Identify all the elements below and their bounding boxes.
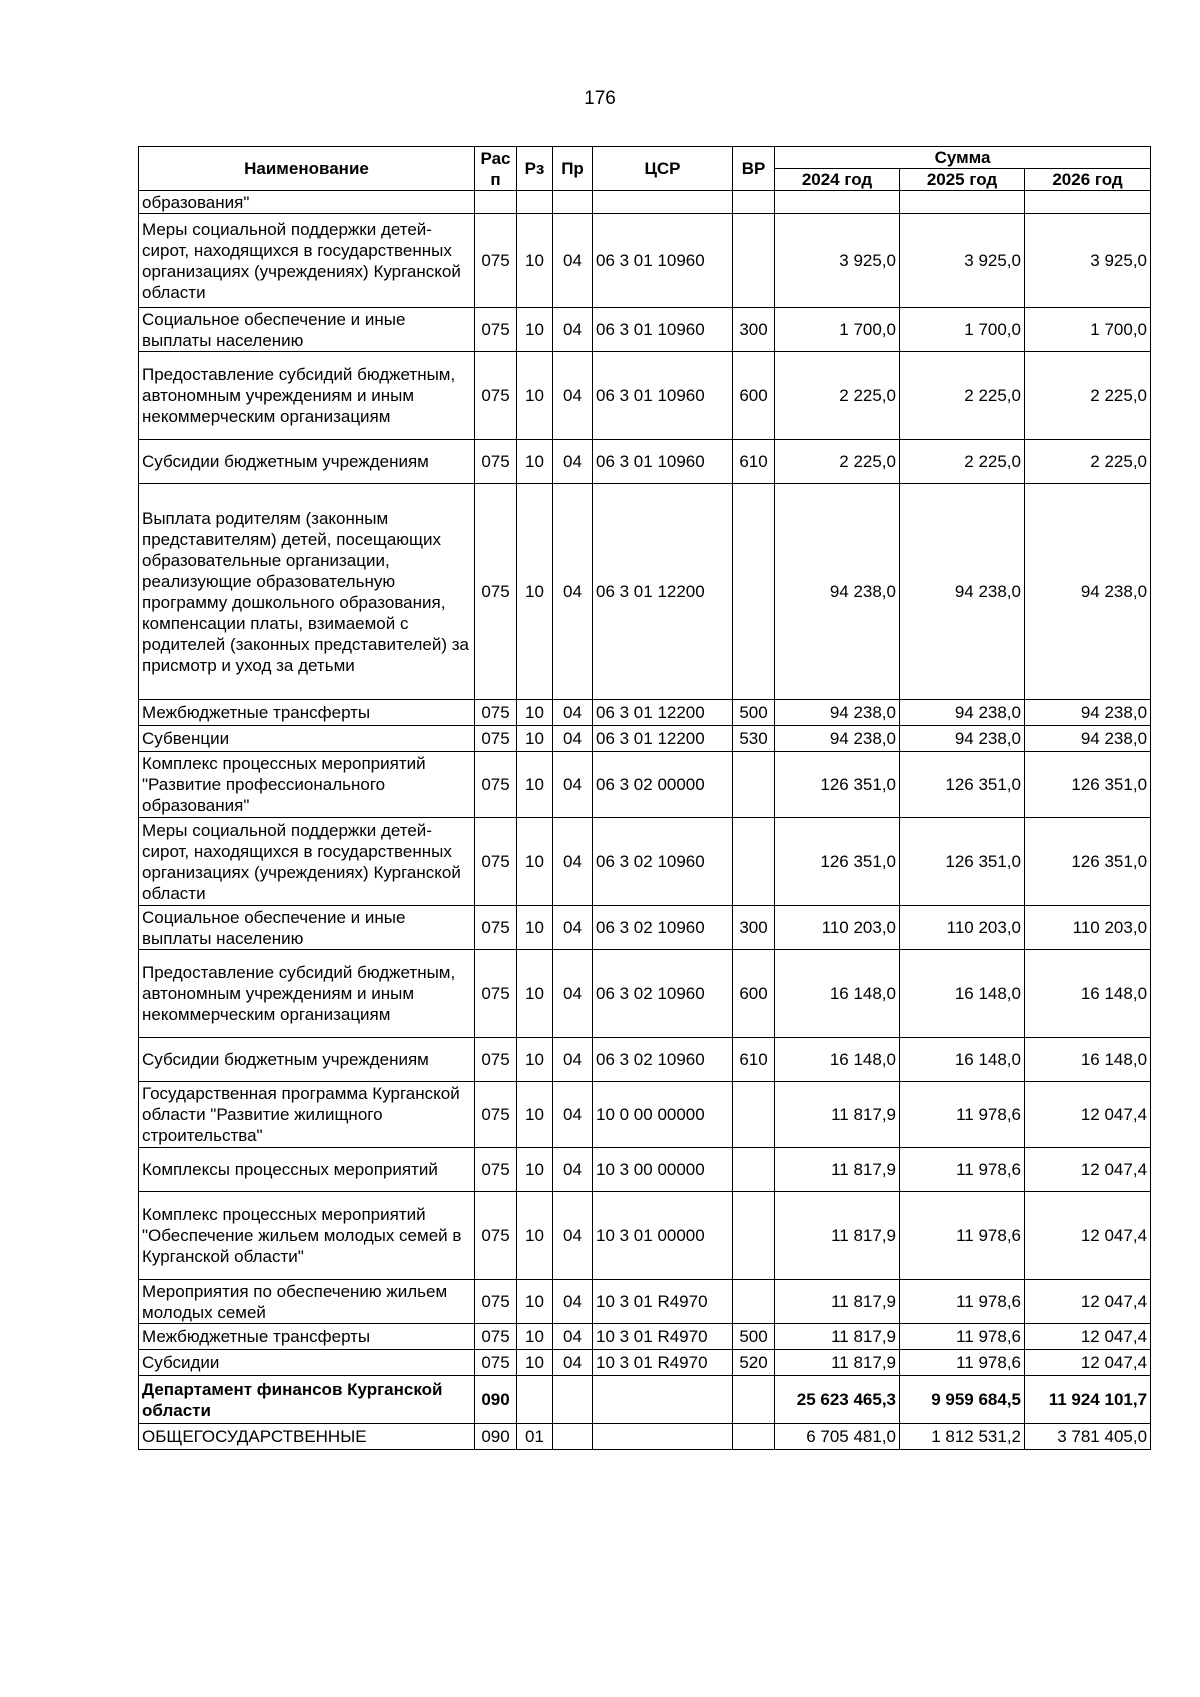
row-value-2026: 16 148,0 [1025,950,1151,1038]
header-row [139,147,1151,169]
row-value-2024 [775,191,900,214]
row-value-2025: 94 238,0 [900,700,1025,726]
row-csr: 06 3 01 10960 [593,352,733,440]
row-value-2024: 110 203,0 [775,906,900,950]
header-2024: 2024 год [775,169,900,191]
row-name: Субсидии [139,1350,475,1376]
row-value-2025: 2 225,0 [900,440,1025,484]
row-rasp: 075 [475,818,517,906]
table-row [139,352,1151,440]
row-pr: 04 [553,308,593,352]
row-vr [733,1192,775,1280]
row-value-2024: 16 148,0 [775,950,900,1038]
row-value-2026 [1025,191,1151,214]
row-name: Межбюджетные трансферты [139,700,475,726]
row-value-2025: 11 978,6 [900,1148,1025,1192]
row-value-2025: 126 351,0 [900,752,1025,818]
table-body [139,191,1151,1450]
row-rasp: 075 [475,1324,517,1350]
row-value-2024: 126 351,0 [775,818,900,906]
row-rasp: 075 [475,1280,517,1324]
row-value-2025: 1 812 531,2 [900,1424,1025,1450]
row-rasp [475,191,517,214]
row-csr: 10 3 01 R4970 [593,1280,733,1324]
row-vr [733,214,775,308]
row-value-2026: 16 148,0 [1025,1038,1151,1082]
budget-table [138,146,1151,1450]
table-row [139,191,1151,214]
row-value-2025: 2 225,0 [900,352,1025,440]
row-rasp: 075 [475,726,517,752]
row-rasp: 075 [475,1038,517,1082]
row-vr [733,1424,775,1450]
row-vr [733,1148,775,1192]
row-pr: 04 [553,1324,593,1350]
row-rasp: 075 [475,906,517,950]
row-value-2024: 2 225,0 [775,440,900,484]
row-name: Меры социальной поддержки детей-сирот, находящихся в государственных организациях (учреждениях) Курганской области [139,818,475,906]
row-value-2025: 16 148,0 [900,1038,1025,1082]
row-value-2026: 94 238,0 [1025,700,1151,726]
row-rz: 10 [517,484,553,700]
page-number: 176 [584,88,616,109]
row-pr: 04 [553,818,593,906]
row-value-2024: 25 623 465,3 [775,1376,900,1424]
row-name: Государственная программа Курганской области "Развитие жилищного строительства" [139,1082,475,1148]
table-row [139,440,1151,484]
row-rasp: 075 [475,1192,517,1280]
row-pr: 04 [553,1350,593,1376]
row-pr [553,1424,593,1450]
table-row [139,1148,1151,1192]
row-pr: 04 [553,1038,593,1082]
row-csr: 10 0 00 00000 [593,1082,733,1148]
row-value-2026: 94 238,0 [1025,484,1151,700]
row-name: образования" [139,191,475,214]
row-value-2024: 126 351,0 [775,752,900,818]
table-row [139,752,1151,818]
row-vr: 500 [733,1324,775,1350]
row-value-2025: 11 978,6 [900,1192,1025,1280]
header-name: Наименование [139,147,475,191]
row-pr: 04 [553,214,593,308]
row-rasp: 075 [475,308,517,352]
row-value-2024: 11 817,9 [775,1192,900,1280]
row-value-2024: 11 817,9 [775,1148,900,1192]
row-value-2024: 2 225,0 [775,352,900,440]
row-name: Социальное обеспечение и иные выплаты населению [139,906,475,950]
row-value-2024: 94 238,0 [775,726,900,752]
row-pr: 04 [553,1148,593,1192]
row-rz: 10 [517,1324,553,1350]
row-vr [733,1376,775,1424]
table-row [139,818,1151,906]
row-value-2025: 94 238,0 [900,484,1025,700]
row-value-2024: 94 238,0 [775,700,900,726]
row-rasp: 090 [475,1424,517,1450]
row-vr: 600 [733,950,775,1038]
row-rz: 10 [517,818,553,906]
header-rasp: Рас п [475,147,517,191]
row-vr: 300 [733,308,775,352]
row-value-2024: 6 705 481,0 [775,1424,900,1450]
row-vr: 520 [733,1350,775,1376]
row-csr: 06 3 02 10960 [593,950,733,1038]
row-rasp: 075 [475,352,517,440]
row-name: Субсидии бюджетным учреждениям [139,1038,475,1082]
row-pr: 04 [553,484,593,700]
header-2026: 2026 год [1025,169,1151,191]
row-value-2025: 9 959 684,5 [900,1376,1025,1424]
row-value-2025: 3 925,0 [900,214,1025,308]
row-rz: 10 [517,308,553,352]
row-name: Предоставление субсидий бюджетным, автономным учреждениям и иным некоммерческим организациям [139,950,475,1038]
row-rz [517,1376,553,1424]
row-name: Комплекс процессных мероприятий "Обеспечение жильем молодых семей в Курганской области" [139,1192,475,1280]
row-rz: 10 [517,700,553,726]
row-rasp: 075 [475,752,517,818]
row-value-2026: 2 225,0 [1025,440,1151,484]
row-rz: 10 [517,1280,553,1324]
row-value-2025: 126 351,0 [900,818,1025,906]
row-csr: 10 3 01 R4970 [593,1324,733,1350]
table-row [139,1038,1151,1082]
row-value-2025: 11 978,6 [900,1082,1025,1148]
row-rz: 10 [517,726,553,752]
row-rasp: 075 [475,1148,517,1192]
row-vr [733,1082,775,1148]
header-csr: ЦСР [593,147,733,191]
row-value-2025: 94 238,0 [900,726,1025,752]
row-vr: 600 [733,352,775,440]
row-pr [553,191,593,214]
header-2025: 2025 год [900,169,1025,191]
row-value-2024: 94 238,0 [775,484,900,700]
row-value-2026: 1 700,0 [1025,308,1151,352]
row-csr [593,1376,733,1424]
row-vr: 500 [733,700,775,726]
table-row [139,1082,1151,1148]
row-vr: 610 [733,1038,775,1082]
table-row [139,1424,1151,1450]
row-pr: 04 [553,1280,593,1324]
row-rz: 10 [517,1082,553,1148]
row-csr: 06 3 01 12200 [593,484,733,700]
table-row [139,484,1151,700]
row-name: Субсидии бюджетным учреждениям [139,440,475,484]
row-value-2026: 12 047,4 [1025,1350,1151,1376]
table-row [139,214,1151,308]
row-value-2025: 11 978,6 [900,1324,1025,1350]
row-pr: 04 [553,752,593,818]
row-rasp: 075 [475,700,517,726]
table-row [139,1350,1151,1376]
row-csr: 10 3 01 00000 [593,1192,733,1280]
row-name: ОБЩЕГОСУДАРСТВЕННЫЕ [139,1424,475,1450]
table-row [139,308,1151,352]
row-value-2025: 16 148,0 [900,950,1025,1038]
row-rz [517,191,553,214]
row-pr: 04 [553,440,593,484]
row-value-2025: 11 978,6 [900,1280,1025,1324]
row-csr: 06 3 01 12200 [593,726,733,752]
row-csr [593,191,733,214]
row-rasp: 075 [475,214,517,308]
row-value-2026: 110 203,0 [1025,906,1151,950]
row-value-2026: 12 047,4 [1025,1324,1151,1350]
row-value-2025: 1 700,0 [900,308,1025,352]
row-value-2025 [900,191,1025,214]
row-rz: 10 [517,1038,553,1082]
row-rasp: 090 [475,1376,517,1424]
row-csr: 06 3 01 10960 [593,440,733,484]
table-row [139,1192,1151,1280]
row-rz: 10 [517,1350,553,1376]
row-csr: 06 3 02 10960 [593,1038,733,1082]
row-rasp: 075 [475,1082,517,1148]
row-rz: 10 [517,1192,553,1280]
row-value-2024: 11 817,9 [775,1324,900,1350]
row-rz: 10 [517,352,553,440]
row-rz: 10 [517,906,553,950]
row-pr: 04 [553,352,593,440]
row-pr: 04 [553,700,593,726]
row-rz: 10 [517,214,553,308]
row-csr: 06 3 02 10960 [593,906,733,950]
row-csr: 10 3 01 R4970 [593,1350,733,1376]
row-value-2025: 110 203,0 [900,906,1025,950]
row-rz: 10 [517,440,553,484]
row-name: Мероприятия по обеспечению жильем молодых семей [139,1280,475,1324]
row-pr: 04 [553,726,593,752]
row-value-2025: 11 978,6 [900,1350,1025,1376]
row-name: Предоставление субсидий бюджетным, автономным учреждениям и иным некоммерческим организациям [139,352,475,440]
table-row [139,1324,1151,1350]
row-value-2026: 2 225,0 [1025,352,1151,440]
row-rasp: 075 [475,1350,517,1376]
row-pr: 04 [553,950,593,1038]
header-rz: Рз [517,147,553,191]
row-value-2026: 94 238,0 [1025,726,1151,752]
row-vr: 530 [733,726,775,752]
row-value-2024: 16 148,0 [775,1038,900,1082]
row-value-2024: 3 925,0 [775,214,900,308]
table-row [139,1376,1151,1424]
row-csr: 06 3 01 10960 [593,214,733,308]
table-row [139,950,1151,1038]
header-summa: Сумма [775,147,1151,169]
row-rz: 10 [517,1148,553,1192]
row-rz: 10 [517,752,553,818]
row-value-2024: 1 700,0 [775,308,900,352]
row-csr [593,1424,733,1450]
row-pr: 04 [553,906,593,950]
row-value-2026: 12 047,4 [1025,1082,1151,1148]
row-value-2024: 11 817,9 [775,1082,900,1148]
header-pr: Пр [553,147,593,191]
row-value-2026: 3 781 405,0 [1025,1424,1151,1450]
row-csr: 06 3 01 10960 [593,308,733,352]
row-csr: 06 3 02 10960 [593,818,733,906]
row-pr: 04 [553,1192,593,1280]
row-name: Комплекс процессных мероприятий "Развитие профессионального образования" [139,752,475,818]
row-pr: 04 [553,1082,593,1148]
row-rasp: 075 [475,484,517,700]
row-pr [553,1376,593,1424]
row-vr [733,752,775,818]
row-rasp: 075 [475,950,517,1038]
row-name: Комплексы процессных мероприятий [139,1148,475,1192]
row-vr [733,818,775,906]
row-name: Департамент финансов Курганской области [139,1376,475,1424]
row-csr: 06 3 02 00000 [593,752,733,818]
row-vr [733,484,775,700]
row-value-2026: 126 351,0 [1025,752,1151,818]
row-value-2026: 12 047,4 [1025,1148,1151,1192]
row-csr: 06 3 01 12200 [593,700,733,726]
header-vr: ВР [733,147,775,191]
row-value-2026: 12 047,4 [1025,1192,1151,1280]
row-value-2026: 126 351,0 [1025,818,1151,906]
row-vr [733,191,775,214]
row-csr: 10 3 00 00000 [593,1148,733,1192]
row-vr: 300 [733,906,775,950]
row-name: Межбюджетные трансферты [139,1324,475,1350]
row-value-2026: 11 924 101,7 [1025,1376,1151,1424]
row-value-2026: 12 047,4 [1025,1280,1151,1324]
row-rz: 01 [517,1424,553,1450]
table-row [139,906,1151,950]
table-row [139,1280,1151,1324]
row-value-2026: 3 925,0 [1025,214,1151,308]
row-name: Субвенции [139,726,475,752]
row-value-2024: 11 817,9 [775,1350,900,1376]
row-vr [733,1280,775,1324]
row-vr: 610 [733,440,775,484]
table-row [139,726,1151,752]
row-name: Меры социальной поддержки детей-сирот, находящихся в государственных организациях (учреждениях) Курганской области [139,214,475,308]
row-rz: 10 [517,950,553,1038]
row-name: Выплата родителям (законным представителям) детей, посещающих образовательные организации, реализующие образовательную программу дошкольного образования, компенсации платы, взимаемой с родителей (законных представителей) за присмотр и уход за детьми [139,484,475,700]
row-name: Социальное обеспечение и иные выплаты населению [139,308,475,352]
table-row [139,700,1151,726]
row-value-2024: 11 817,9 [775,1280,900,1324]
row-rasp: 075 [475,440,517,484]
